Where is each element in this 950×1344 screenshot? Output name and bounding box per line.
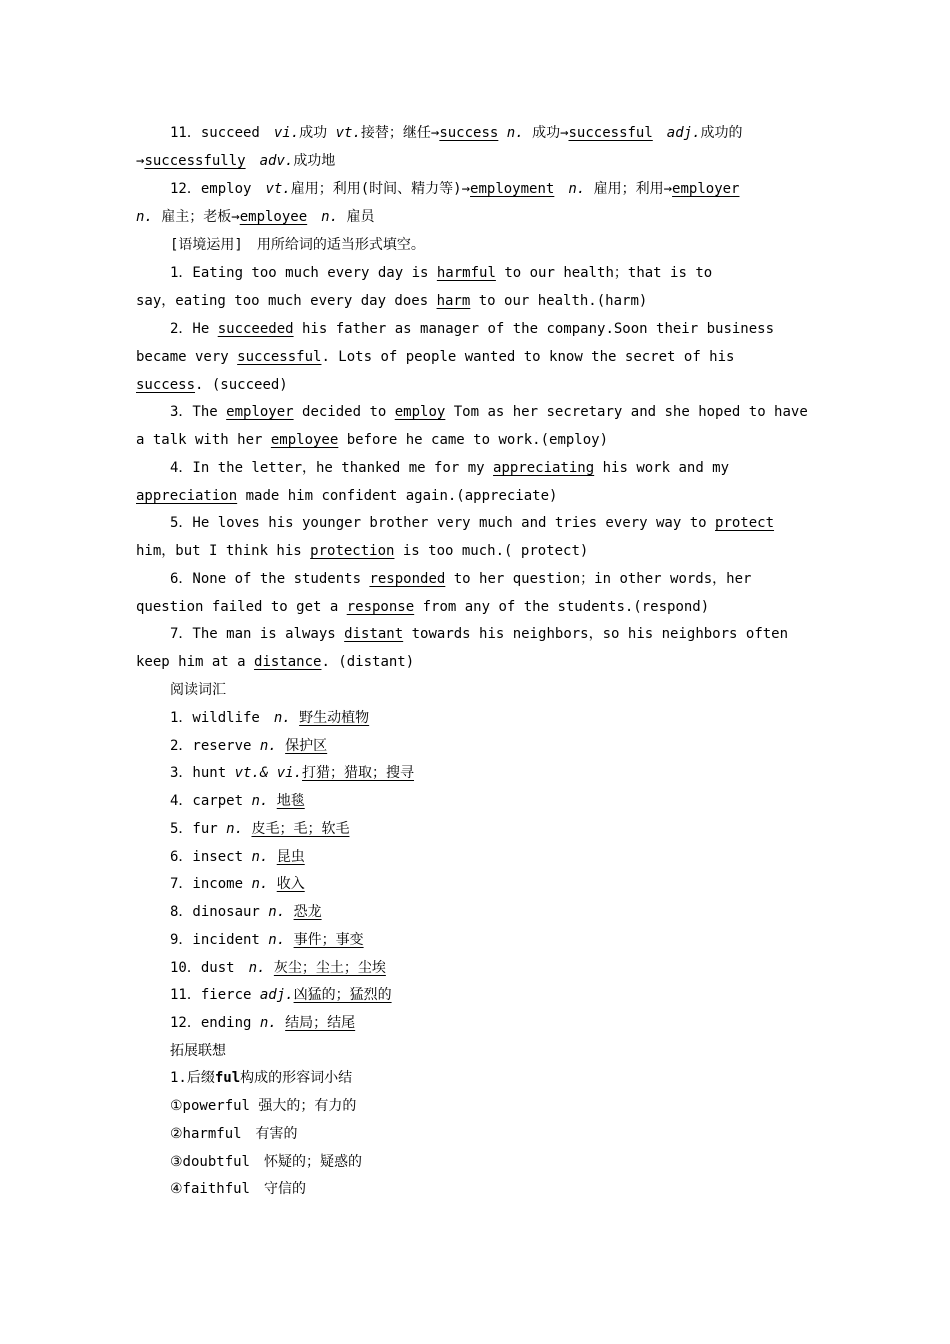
spacer	[285, 932, 293, 948]
sentence-text: to our health.(harm)	[470, 293, 648, 309]
vocab-meaning: 昆虫	[276, 849, 305, 865]
vocab-succeed-line-2	[136, 151, 335, 171]
pos-label: vt.& vi.	[234, 765, 303, 781]
spacer	[265, 960, 273, 976]
sentence-text: . (succeed)	[195, 377, 288, 393]
reading-vocab-item	[170, 930, 364, 950]
sentence-text: became very	[136, 349, 238, 365]
sentence-text: him，but I think his	[136, 543, 311, 559]
sentence-text: his work and my	[594, 460, 730, 476]
pos-label: n.	[251, 793, 269, 809]
pos-label: adj.	[259, 987, 294, 1003]
spacer	[268, 849, 276, 865]
answer-blank: harmful	[436, 265, 496, 281]
pos-label: n.	[268, 904, 286, 920]
answer-blank: employer	[672, 181, 740, 197]
spacer	[291, 710, 299, 726]
answer-blank: success	[439, 125, 499, 141]
vocab-meaning: 结局；结尾	[285, 1015, 356, 1031]
answer-blank: distance	[254, 654, 322, 670]
answer-blank: protection	[310, 543, 395, 559]
answer-blank: employ	[394, 404, 446, 420]
vocab-term: 12．ending	[170, 1015, 260, 1031]
vocab-employ-line-2	[136, 207, 374, 227]
sentence-text: from any of the students.(respond)	[414, 599, 710, 615]
spacer	[246, 153, 260, 169]
sentence-text: . (distant)	[321, 654, 415, 670]
sentence-text: keep him at a	[136, 654, 255, 670]
sentence-text: 5．He loves his younger brother very much and tries every way to	[170, 515, 716, 531]
reading-vocab-item	[170, 819, 349, 839]
answer-blank: succeeded	[217, 321, 294, 337]
exercise-7-cont	[136, 652, 414, 672]
reading-vocab-item	[170, 847, 305, 867]
vocab-term: 6．insect	[170, 849, 252, 865]
pos-label: n.	[248, 960, 266, 976]
entry-text: 成功地	[293, 153, 336, 169]
entry-text: 雇主；老板→	[152, 209, 240, 225]
suffix-item: ④faithful 守信的	[170, 1181, 306, 1197]
pos-label: n.	[321, 209, 339, 225]
pos-label: n.	[273, 710, 291, 726]
answer-blank: response	[346, 599, 415, 615]
vocab-succeed-line	[170, 123, 743, 143]
sentence-text: to our health；that is to	[495, 265, 713, 281]
reading-vocab-item	[170, 791, 305, 811]
answer-blank: harm	[436, 293, 471, 309]
exercise-3-cont	[136, 430, 608, 450]
sentence-text: towards his neighbors，so his neighbors often	[403, 626, 789, 642]
spacer	[653, 125, 667, 141]
sentence-text: 2．He	[170, 321, 218, 337]
pos-label: n.	[259, 738, 277, 754]
spacer	[307, 209, 321, 225]
entry-term: 12．employ	[170, 181, 266, 197]
vocab-meaning: 事件；事变	[293, 932, 364, 948]
sentence-text: say，eating too much every day does	[136, 293, 437, 309]
exercise-5	[170, 513, 774, 533]
answer-blank: responded	[369, 571, 446, 587]
vocab-meaning: 地毯	[276, 793, 305, 809]
spacer	[268, 793, 276, 809]
answer-blank: success	[136, 377, 196, 393]
exercise-1-cont	[136, 291, 647, 311]
sentence-text: question failed to get a	[136, 599, 347, 615]
sentence-text: his father as manager of the company.Soon their business	[293, 321, 775, 337]
vocab-meaning: 恐龙	[293, 904, 322, 920]
exercise-7	[170, 624, 788, 644]
entry-term: 11．succeed	[170, 125, 274, 141]
answer-blank: appreciating	[493, 460, 595, 476]
exercise-2-cont-2	[136, 375, 288, 395]
exercise-6-cont	[136, 597, 709, 617]
sentence-text: 4．In the letter，he thanked me for my	[170, 460, 494, 476]
answer-blank: employer	[226, 404, 294, 420]
pos-label: n.	[226, 821, 244, 837]
vocab-meaning: 打猎；猎取；搜寻	[302, 765, 415, 781]
exercise-4	[170, 458, 729, 478]
expand-heading: 拓展联想	[170, 1043, 226, 1059]
answer-blank: distant	[344, 626, 404, 642]
sentence-text: 3．The	[170, 404, 227, 420]
sentence-text: 1．Eating too much every day is	[170, 265, 437, 281]
reading-vocab-item	[170, 736, 327, 756]
sentence-text: 6．None of the students	[170, 571, 370, 587]
vocab-term: 9．incident	[170, 932, 269, 948]
vocab-term: 11．fierce	[170, 987, 260, 1003]
arrow: →	[136, 153, 145, 169]
exercise-3	[170, 402, 808, 422]
entry-text: 成功	[299, 125, 336, 141]
suffix-title-text: 1.后缀	[170, 1070, 215, 1086]
answer-blank: successful	[568, 125, 653, 141]
vocab-term: 2．reserve	[170, 738, 260, 754]
exercise-2-cont	[136, 347, 734, 367]
suffix-item: ②harmful 有害的	[170, 1126, 298, 1142]
pos-label: n.	[268, 932, 286, 948]
entry-text: 雇用；利用(时间、精力等)→	[290, 181, 471, 197]
pos-label: n.	[136, 209, 153, 225]
suffix-ful: ful	[214, 1070, 241, 1086]
spacer	[277, 738, 285, 754]
reading-vocab-item	[170, 902, 322, 922]
pos-label: n.	[251, 849, 269, 865]
suffix-title-text: 构成的形容词小结	[240, 1070, 353, 1086]
vocab-term: 8．dinosaur	[170, 904, 269, 920]
vocab-term: 7．income	[170, 876, 252, 892]
answer-blank: employment	[470, 181, 555, 197]
spacer	[277, 1015, 285, 1031]
reading-vocab-item	[170, 958, 386, 978]
sentence-text: a talk with her	[136, 432, 271, 448]
vocab-meaning: 收入	[276, 876, 305, 892]
vocab-meaning: 皮毛；毛；软毛	[251, 821, 350, 837]
pos-label: n.	[251, 876, 269, 892]
answer-blank: successful	[237, 349, 322, 365]
pos-label: vi.	[273, 125, 300, 141]
exercise-4-cont	[136, 486, 557, 506]
exercise-5-cont	[136, 541, 588, 561]
sentence-text: to her question；in other words，her	[445, 571, 752, 587]
suffix-item: ①powerful 强大的；有力的	[170, 1098, 357, 1114]
pos-label: adv.	[259, 153, 294, 169]
reading-vocab-item	[170, 763, 414, 783]
exercise-1	[170, 263, 712, 283]
vocab-meaning: 保护区	[285, 738, 328, 754]
entry-text: 接替；继任→	[360, 125, 440, 141]
reading-vocab-item	[170, 874, 305, 894]
pos-label: vt.	[265, 181, 291, 197]
entry-text: 成功→	[523, 125, 569, 141]
answer-blank: employee	[270, 432, 339, 448]
pos-label: vt.	[335, 125, 361, 141]
vocab-term: 10．dust	[170, 960, 249, 976]
pos-label: n.	[506, 125, 524, 141]
sentence-text: 7．The man is always	[170, 626, 345, 642]
vocab-term: 5．fur	[170, 821, 227, 837]
answer-blank: successfully	[144, 153, 246, 169]
vocab-employ-line	[170, 179, 739, 199]
reading-vocab-item	[170, 985, 392, 1005]
spacer	[285, 904, 293, 920]
vocab-term: 3．hunt	[170, 765, 235, 781]
context-heading: [语境运用] 用所给词的适当形式填空。	[170, 237, 425, 253]
answer-blank: employee	[239, 209, 308, 225]
vocab-term: 1．wildlife	[170, 710, 274, 726]
suffix-item: ③doubtful 怀疑的；疑惑的	[170, 1154, 362, 1170]
vocab-meaning: 野生动植物	[299, 710, 370, 726]
sentence-text: . Lots of people wanted to know the secret of his	[321, 349, 735, 365]
answer-blank: protect	[715, 515, 775, 531]
suffix-title	[170, 1068, 352, 1088]
entry-text: 雇用；利用→	[585, 181, 673, 197]
pos-label: n.	[259, 1015, 277, 1031]
vocab-term: 4．carpet	[170, 793, 252, 809]
vocab-meaning: 凶猛的；猛烈的	[293, 987, 392, 1003]
exercise-2	[170, 319, 774, 339]
pos-label: adj.	[666, 125, 701, 141]
reading-vocab-heading: 阅读词汇	[170, 682, 226, 698]
sentence-text: before he came to work.(employ)	[338, 432, 609, 448]
answer-blank: appreciation	[136, 488, 238, 504]
sentence-text: is too much.( protect)	[394, 543, 589, 559]
spacer	[268, 876, 276, 892]
pos-label: n.	[568, 181, 586, 197]
spacer	[554, 181, 568, 197]
reading-vocab-item	[170, 708, 369, 728]
sentence-text: decided to	[293, 404, 395, 420]
spacer	[498, 125, 506, 141]
reading-vocab-item	[170, 1013, 355, 1033]
entry-text: 成功的	[700, 125, 743, 141]
exercise-6	[170, 569, 751, 589]
sentence-text: made him confident again.(appreciate)	[237, 488, 558, 504]
vocab-meaning: 灰尘；尘土；尘埃	[273, 960, 386, 976]
sentence-text: Tom as her secretary and she hoped to have	[445, 404, 808, 420]
entry-text: 雇员	[338, 209, 375, 225]
